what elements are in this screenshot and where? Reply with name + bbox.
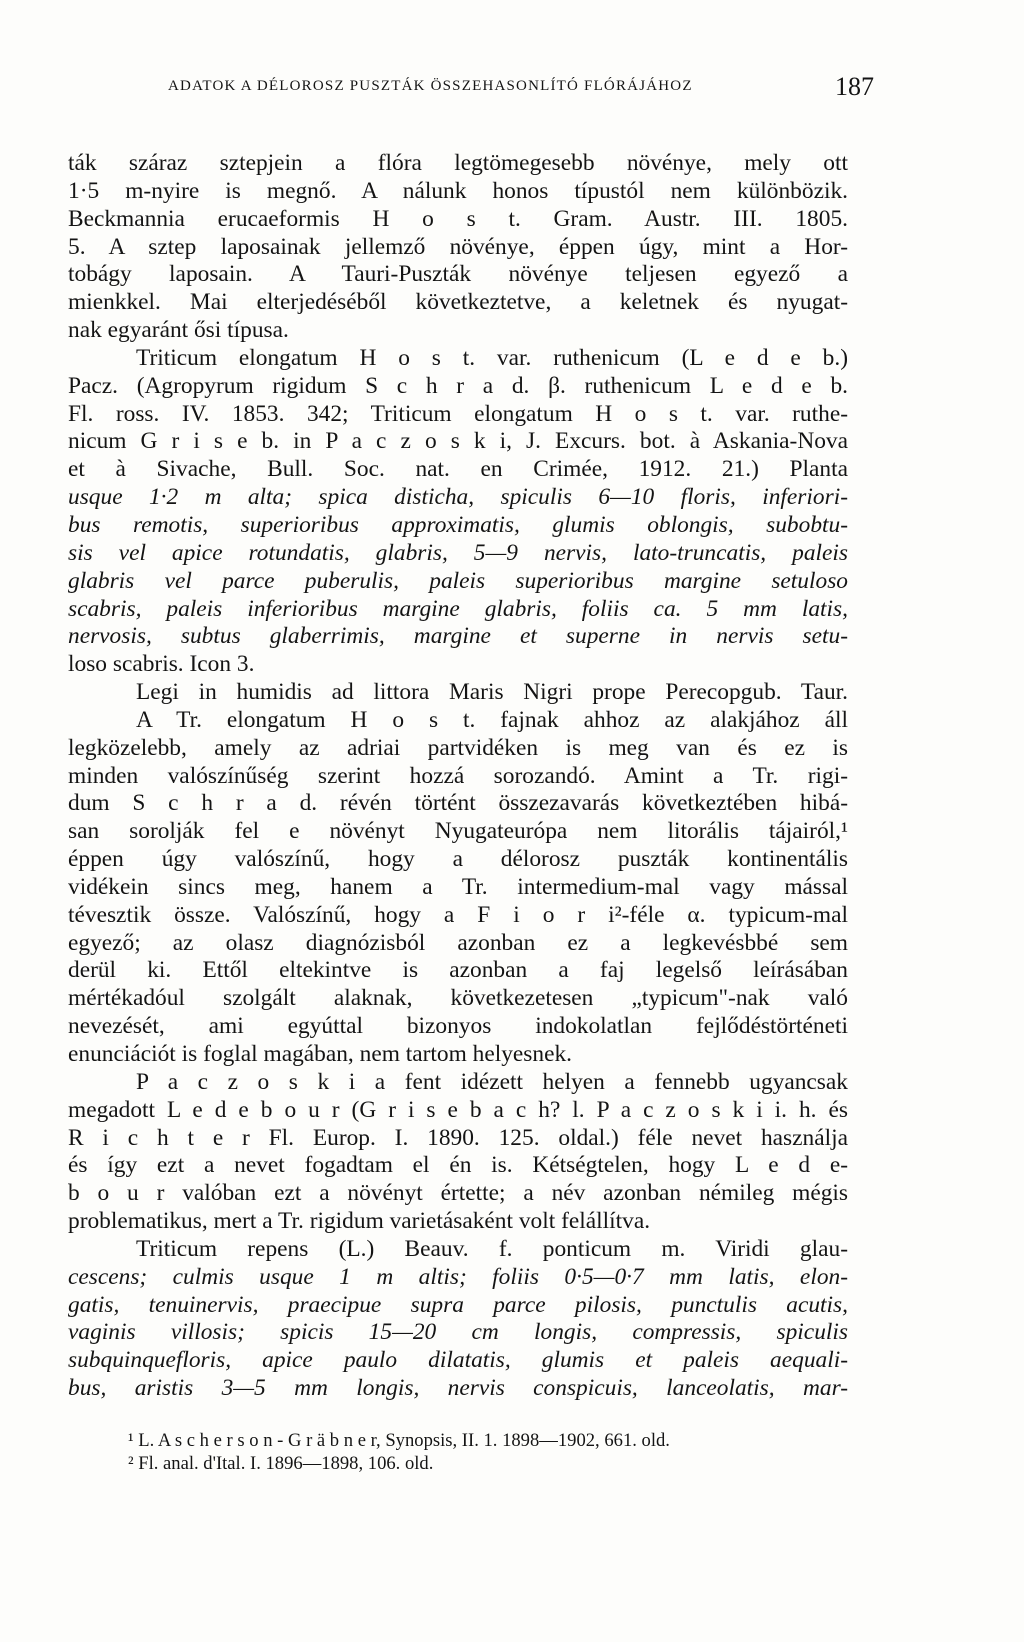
latin-diagnosis-line: vaginis villosis; spicis 15—20 cm longis, compressis, spiculis [68, 1319, 848, 1346]
text-line: vidékein sincs meg, hanem a Tr. intermedium-mal vagy mással [68, 873, 848, 900]
text-line: minden valószínűség szerint hozzá sorozandó. Amint a Tr. rigi- [68, 762, 848, 789]
footnote: ¹ L. A s c h e r s o n - G r ä b n e r, Synopsis, II. 1. 1898—1902, 661. old. [128, 1430, 670, 1451]
text-line: tévesztik össze. Valószínű, hogy a F i o r i²-féle α. typicum-mal [68, 901, 848, 928]
text-line: Pacz. (Agropyrum rigidum S c h r a d. β. ruthenicum L e d e b. [68, 372, 848, 399]
text-line: enunciációt is foglal magában, nem tartom helyesnek. [68, 1041, 573, 1067]
latin-diagnosis-line: bus, aristis 3—5 mm longis, nervis conspicuis, lanceolatis, mar- [68, 1375, 848, 1402]
text-line: mértékadóul szolgált alaknak, következetesen „typicum"-nak való [68, 985, 848, 1012]
footnotes [128, 1429, 670, 1475]
text-line: san sorolják fel e növényt Nyugateurópa nem litorális tájairól,¹ [68, 818, 848, 845]
text-line: P a c z o s k i a fent idézett helyen a fennebb ugyancsak [136, 1068, 848, 1095]
latin-diagnosis-line: loso scabris. Icon 3. [68, 651, 255, 678]
latin-diagnosis-line: nervosis, subtus glaberrimis, margine et superne in nervis setu- [68, 623, 848, 650]
body-text [68, 150, 848, 1403]
text-line: A Tr. elongatum H o s t. fajnak ahhoz az alakjához áll [136, 706, 848, 733]
text-line: derül ki. Ettől eltekintve is azonban a faj legelső leírásában [68, 957, 848, 984]
text-line: et à Sivache, Bull. Soc. nat. en Crimée, 1912. 21.) Planta [68, 456, 848, 483]
text-line: megadott L e d e b o u r (G r i s e b a c h? l. P a c z o s k i i. h. és [68, 1096, 848, 1123]
running-header: ADATOK A DÉLOROSZ PUSZTÁK ÖSSZEHASONLÍTÓ FLÓRÁJÁHOZ [168, 78, 693, 94]
latin-diagnosis-line: bus remotis, superioribus approximatis, glumis oblongis, subobtu- [68, 511, 848, 538]
text-line: legközelebb, amely az adriai partvidéken is meg van és ez is [68, 734, 848, 761]
text-line: mienkkel. Mai elterjedéséből következtetve, a keletnek és nyugat- [68, 289, 848, 316]
text-line: éppen úgy valószínű, hogy a délorosz puszták kontinentális [68, 846, 848, 873]
text-line: Legi in humidis ad littora Maris Nigri prope Perecopgub. Taur. [136, 679, 848, 706]
text-line: problematikus, mert a Tr. rigidum varietásaként volt felállítva. [68, 1208, 651, 1235]
page-number: 187 [835, 72, 874, 101]
text-line: ták száraz sztepjein a flóra legtömegesebb növénye, mely ott [68, 150, 848, 176]
text-line: és így ezt a nevet fogadtam el én is. Kétségtelen, hogy L e d e- [68, 1152, 848, 1179]
text-line: nevezését, ami egyúttal bizonyos indokolatlan fejlődéstörténeti [68, 1013, 848, 1040]
latin-diagnosis-line: usque 1·2 m alta; spica disticha, spiculis 6—10 floris, inferiori- [68, 484, 848, 511]
footnote: ² Fl. anal. d'Ital. I. 1896—1898, 106. old. [128, 1453, 434, 1474]
latin-diagnosis-line: scabris, paleis inferioribus margine glabris, foliis ca. 5 mm latis, [68, 595, 848, 622]
section-heading-line: Triticum elongatum H o s t. var. ruthenicum (L e d e b.) [136, 344, 848, 371]
section-heading-line: Triticum repens (L.) Beauv. f. ponticum m. Viridi glau- [136, 1235, 848, 1262]
text-line: nicum G r i s e b. in P a c z o s k i, J. Excurs. bot. à Askania-Nova [68, 428, 848, 455]
text-line: 1·5 m-nyire is megnő. A nálunk honos típustól nem különbözik. [68, 177, 848, 204]
latin-diagnosis-line: glabris vel parce puberulis, paleis superioribus margine setuloso [68, 567, 848, 594]
text-line: 5. A sztep laposainak jellemző növénye, éppen úgy, mint a Hor- [68, 233, 848, 260]
latin-diagnosis-line: sis vel apice rotundatis, glabris, 5—9 nervis, lato-truncatis, paleis [68, 539, 848, 566]
text-line: nak egyaránt ősi típusa. [68, 317, 289, 344]
latin-diagnosis-line: cescens; culmis usque 1 m altis; foliis 0·5—0·7 mm latis, elon- [68, 1263, 848, 1290]
text-line: tobágy laposain. A Tauri-Puszták növénye teljesen egyező a [68, 261, 848, 288]
text-line: R i c h t e r Fl. Europ. I. 1890. 125. oldal.) féle nevet használja [68, 1124, 848, 1151]
latin-diagnosis-line: gatis, tenuinervis, praecipue supra parce pilosis, punctulis acutis, [68, 1291, 848, 1318]
text-line: Beckmannia erucaeformis H o s t. Gram. Austr. III. 1805. [68, 205, 848, 232]
latin-diagnosis-line: subquinquefloris, apice paulo dilatatis, glumis et paleis aequali- [68, 1347, 848, 1374]
text-line: b o u r valóban ezt a növényt értette; a név azonban némileg mégis [68, 1180, 848, 1207]
text-line: dum S c h r a d. révén történt összezavarás következtében hibá- [68, 790, 848, 817]
text-line: Fl. ross. IV. 1853. 342; Triticum elongatum H o s t. var. ruthe- [68, 400, 848, 427]
text-line: egyező; az olasz diagnózisból azonban ez a legkevésbbé sem [68, 929, 848, 956]
